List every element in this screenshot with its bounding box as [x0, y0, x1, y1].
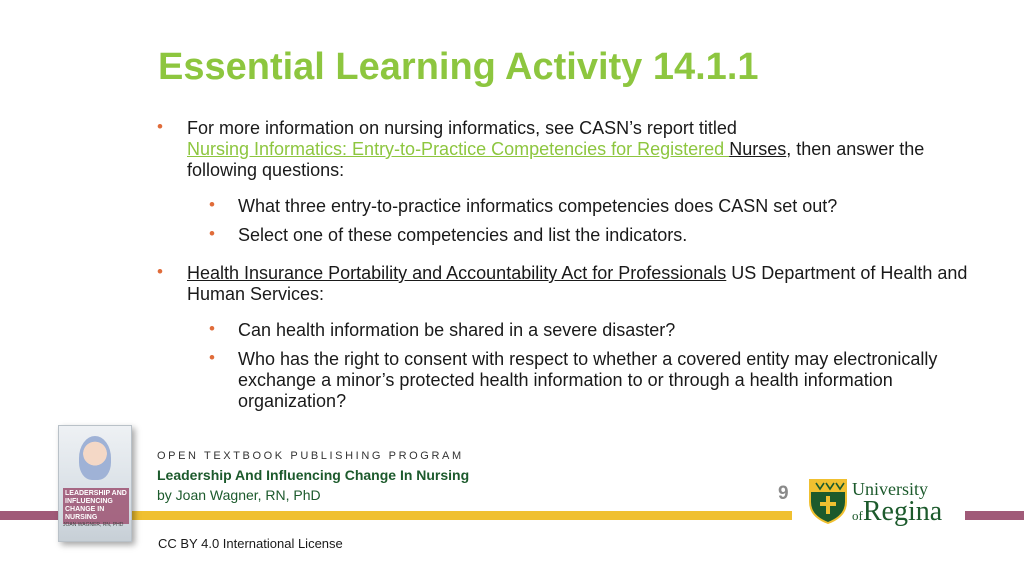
university-regina: Regina — [862, 496, 943, 527]
footer-gold-bar — [62, 511, 792, 520]
sub-bullet-text: Can health information be shared in a severe disaster? — [238, 320, 676, 340]
program-label: OPEN TEXTBOOK PUBLISHING PROGRAM — [157, 450, 464, 462]
bullet-dot: • — [209, 224, 215, 243]
book-byline: by Joan Wagner, RN, PhD — [157, 487, 321, 503]
book-cover-title: LEADERSHIP AND INFLUENCING CHANGE IN NURSING — [63, 488, 129, 524]
sub-bullet — [155, 225, 970, 246]
bullet-text-after: US Department of Health and Human Services: — [187, 263, 968, 304]
casn-nurses-link[interactable]: Nurses — [729, 139, 787, 159]
slide-title: Essential Learning Activity 14.1.1 — [158, 46, 759, 88]
bullet-dot: • — [157, 117, 163, 136]
page-number: 9 — [778, 483, 789, 504]
nurse-portrait-icon — [79, 436, 111, 480]
book-title: Leadership And Influencing Change In Nursing — [157, 467, 470, 483]
footer-accent-bar-right — [965, 511, 1024, 520]
license-text: CC BY 4.0 International License — [158, 536, 343, 551]
book-cover-author: JOAN WAGNER, RN, PHD — [63, 522, 124, 528]
book-cover-image — [58, 425, 132, 542]
university-of: of — [852, 508, 863, 523]
bullet-text: For more information on nursing informatics, see CASN’s report titled — [187, 118, 737, 138]
slide-content — [155, 118, 970, 412]
footer-accent-bar-left — [0, 511, 62, 520]
sub-bullet-text: Who has the right to consent with respect to whether a covered entity may electronically exchange a minor’s protected health information to or through a health information organization? — [238, 349, 938, 411]
university-crest-icon — [808, 478, 848, 524]
casn-report-link[interactable]: Nursing Informatics: Entry-to-Practice Competencies for Registered — [187, 139, 730, 159]
bullet-dot: • — [209, 348, 215, 367]
sub-bullet — [155, 349, 970, 412]
sub-bullet-text: Select one of these competencies and list the indicators. — [238, 225, 688, 245]
bullet-dot: • — [209, 319, 215, 338]
bullet-hipaa — [155, 263, 970, 305]
university-word: University — [852, 479, 928, 499]
university-wordmark — [852, 480, 942, 526]
sub-bullet — [155, 320, 970, 341]
bullet-text-after: , then answer the following questions: — [187, 139, 925, 180]
sub-bullet-text: What three entry-to-practice informatics competencies does CASN set out? — [238, 196, 838, 216]
bullet-casn — [155, 118, 970, 181]
bullet-dot: • — [157, 262, 163, 281]
bullet-dot: • — [209, 195, 215, 214]
sub-bullet — [155, 196, 970, 217]
hipaa-link[interactable]: Health Insurance Portability and Accountability Act for Professionals — [187, 263, 727, 283]
